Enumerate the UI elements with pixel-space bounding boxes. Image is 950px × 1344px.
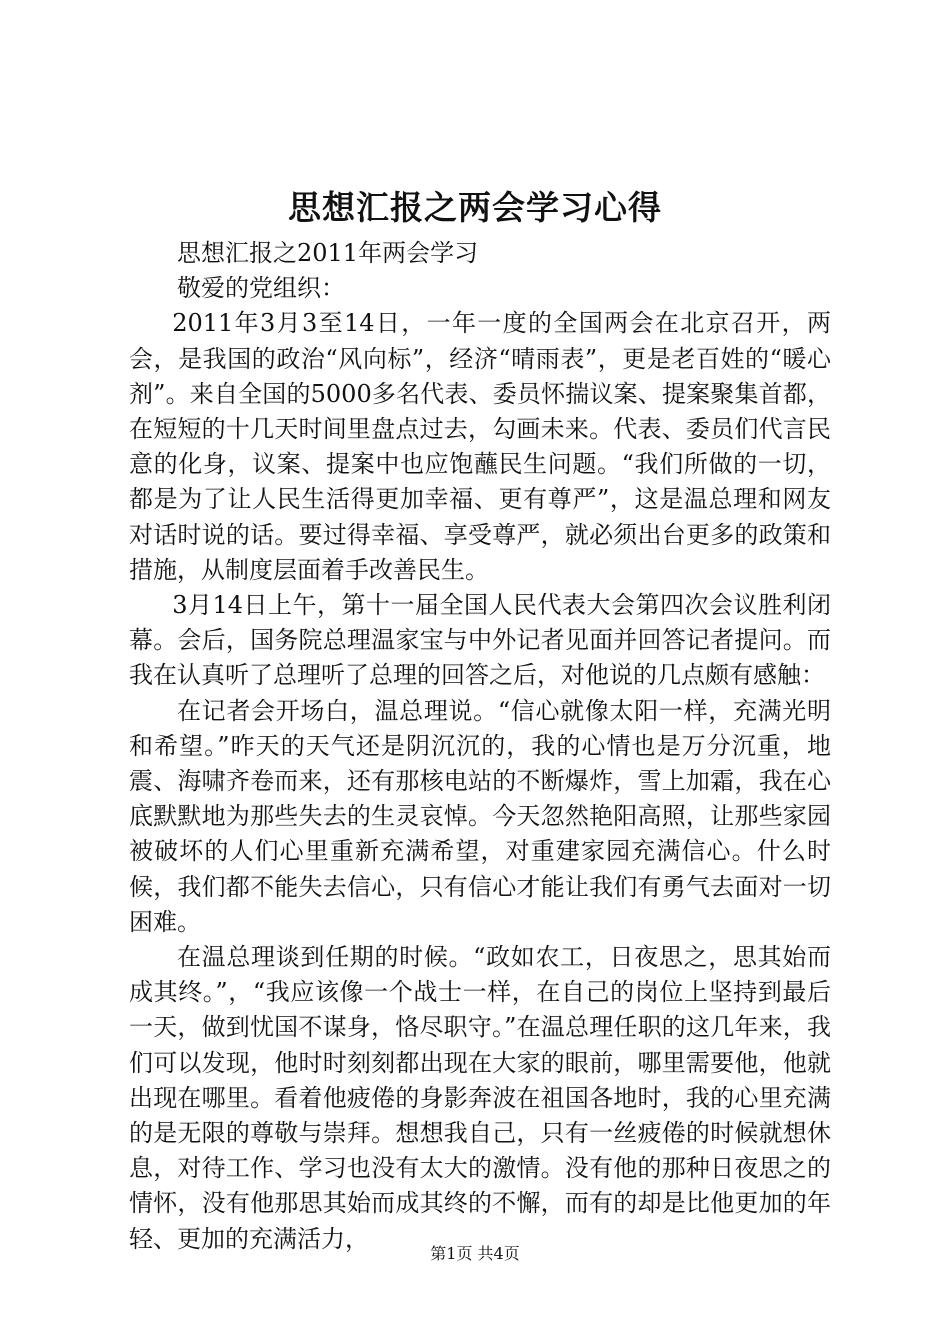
paragraph-3: 在记者会开场白，温总理说。“信心就像太阳一样，充满光明和希望。”昨天的天气还是阴沉沉的，我的心情也是万分沉重，地震、海啸齐卷而来，还有那核电站的不断爆炸，雪上加霜，我在心底默默地为那些失去的生灵哀悼。今天忽然艳阳高照，让那些家园被破坏的人们心里重新充满希望，对重建家园充满信心。什么时候，我们都不能失去信心，只有信心才能让我们有勇气去面对一切困难。 [129,696,831,936]
paragraph-2: 3月14日上午，第十一届全国人民代表大会第四次会议胜利闭幕。会后，国务院总理温家宝与中外记者见面并回答记者提问。而我在认真听了总理听了总理的回答之后，对他说的几点颇有感触： [129,591,831,690]
subtitle-line: 思想汇报之2011年两会学习 [177,239,479,267]
salutation-line: 敬爱的党组织： [177,274,345,303]
document-body [129,236,831,1257]
paragraph-4: 在温总理谈到任期的时候。“政如农工，日夜思之，思其始而成其终。”，“我应该像一个战士一样，在自己的岗位上坚持到最后一天，做到忧国不谋身，恪尽职守。”在温总理任职的这几年来，我们可以发现，他时时刻刻都出现在大家的眼前，哪里需要他，他就出现在哪里。看着他疲倦的身影奔波在祖国各地时，我的心里充满的是无限的尊敬与崇拜。想想我自己，只有一丝疲倦的时候就想休息，对待工作、学习也没有太大的激情。没有他的那种日夜思之的情怀，没有他那思其始而成其终的不懈，而有的却是比他更加的年轻、更加的充满活力， [129,943,831,1253]
page-footer: 第1页 共4页 [430,1244,520,1263]
document-title: 思想汇报之两会学习心得 [288,188,662,227]
paragraph-1: 2011年3月3至14日，一年一度的全国两会在北京召开，两会，是我国的政治“风向标”，经济“晴雨表”，更是老百姓的“暖心剂”。来自全国的5000多名代表、委员怀揣议案、提案聚集首都，在短短的十几天时间里盘点过去，勾画未来。代表、委员们代言民意的化身，议案、提案中也应饱蘸民生问题。“我们所做的一切，都是为了让人民生活得更加幸福、更有尊严”，这是温总理和网友对话时说的话。要过得幸福、享受尊严，就必须出台更多的政策和措施，从制度层面着手改善民生。 [129,309,831,584]
